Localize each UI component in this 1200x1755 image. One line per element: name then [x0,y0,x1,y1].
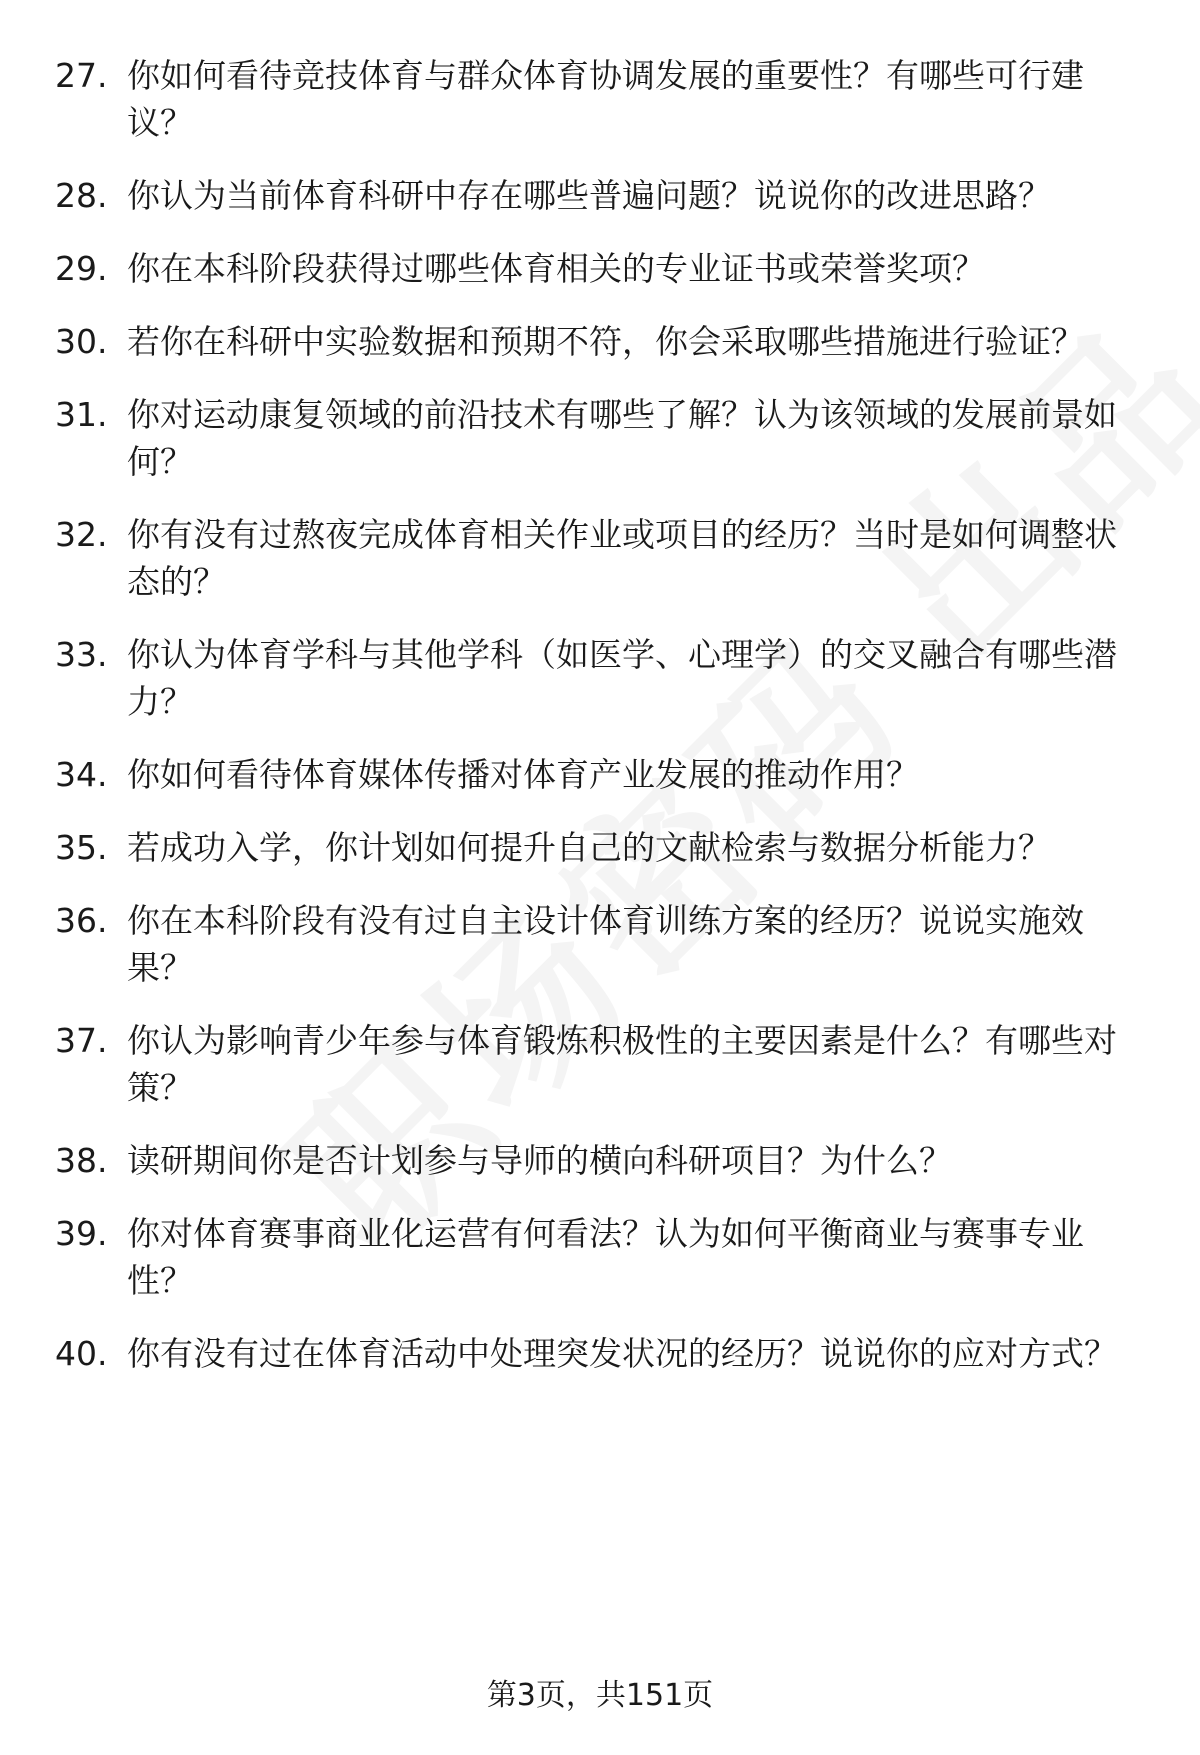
question-text: 你认为体育学科与其他学科（如医学、心理学）的交叉融合有哪些潜力？ [127,635,1117,721]
question-number: 36. [55,901,108,940]
question-number: 32. [55,515,108,554]
question-number: 40. [55,1334,108,1373]
question-text: 你有没有过在体育活动中处理突发状况的经历？说说你的应对方式？ [127,1334,1117,1373]
question-text: 你认为当前体育科研中存在哪些普遍问题？说说你的改进思路？ [127,176,1051,215]
question-item [55,1330,1145,1377]
question-number: 28. [55,176,108,215]
question-text: 你对运动康复领域的前沿技术有哪些了解？认为该领域的发展前景如何？ [127,395,1117,481]
question-number: 29. [55,249,108,288]
question-text: 若成功入学，你计划如何提升自己的文献检索与数据分析能力？ [127,828,1051,867]
question-item [55,824,1145,871]
question-text: 你对体育赛事商业化运营有何看法？认为如何平衡商业与赛事专业性？ [127,1214,1084,1300]
question-number: 35. [55,828,108,867]
question-text: 你如何看待竞技体育与群众体育协调发展的重要性？有哪些可行建议？ [127,56,1084,142]
question-item [55,172,1145,219]
question-number: 31. [55,395,108,434]
question-text: 读研期间你是否计划参与导师的横向科研项目？为什么？ [127,1141,952,1180]
question-item [55,631,1145,725]
page-footer: 第3页，共151页 [486,1678,714,1713]
question-number: 33. [55,635,108,674]
question-number: 30. [55,322,108,361]
question-item [55,52,1145,146]
question-text: 你认为影响青少年参与体育锻炼积极性的主要因素是什么？有哪些对策？ [127,1021,1117,1107]
question-text: 你如何看待体育媒体传播对体育产业发展的推动作用？ [127,755,919,794]
question-number: 38. [55,1141,108,1180]
question-item [55,897,1145,991]
question-item [55,511,1145,605]
question-item [55,391,1145,485]
question-text: 你在本科阶段获得过哪些体育相关的专业证书或荣誉奖项？ [127,249,985,288]
question-item [55,245,1145,292]
question-number: 34. [55,755,108,794]
question-list [55,52,1145,1403]
question-number: 39. [55,1214,108,1253]
question-item [55,1210,1145,1304]
question-text: 你有没有过熬夜完成体育相关作业或项目的经历？当时是如何调整状态的？ [127,515,1117,601]
question-item [55,751,1145,798]
question-item [55,1137,1145,1184]
question-text: 若你在科研中实验数据和预期不符，你会采取哪些措施进行验证？ [127,322,1084,361]
question-text: 你在本科阶段有没有过自主设计体育训练方案的经历？说说实施效果？ [127,901,1084,987]
question-number: 27. [55,56,108,95]
question-item [55,318,1145,365]
question-number: 37. [55,1021,108,1060]
question-item [55,1017,1145,1111]
